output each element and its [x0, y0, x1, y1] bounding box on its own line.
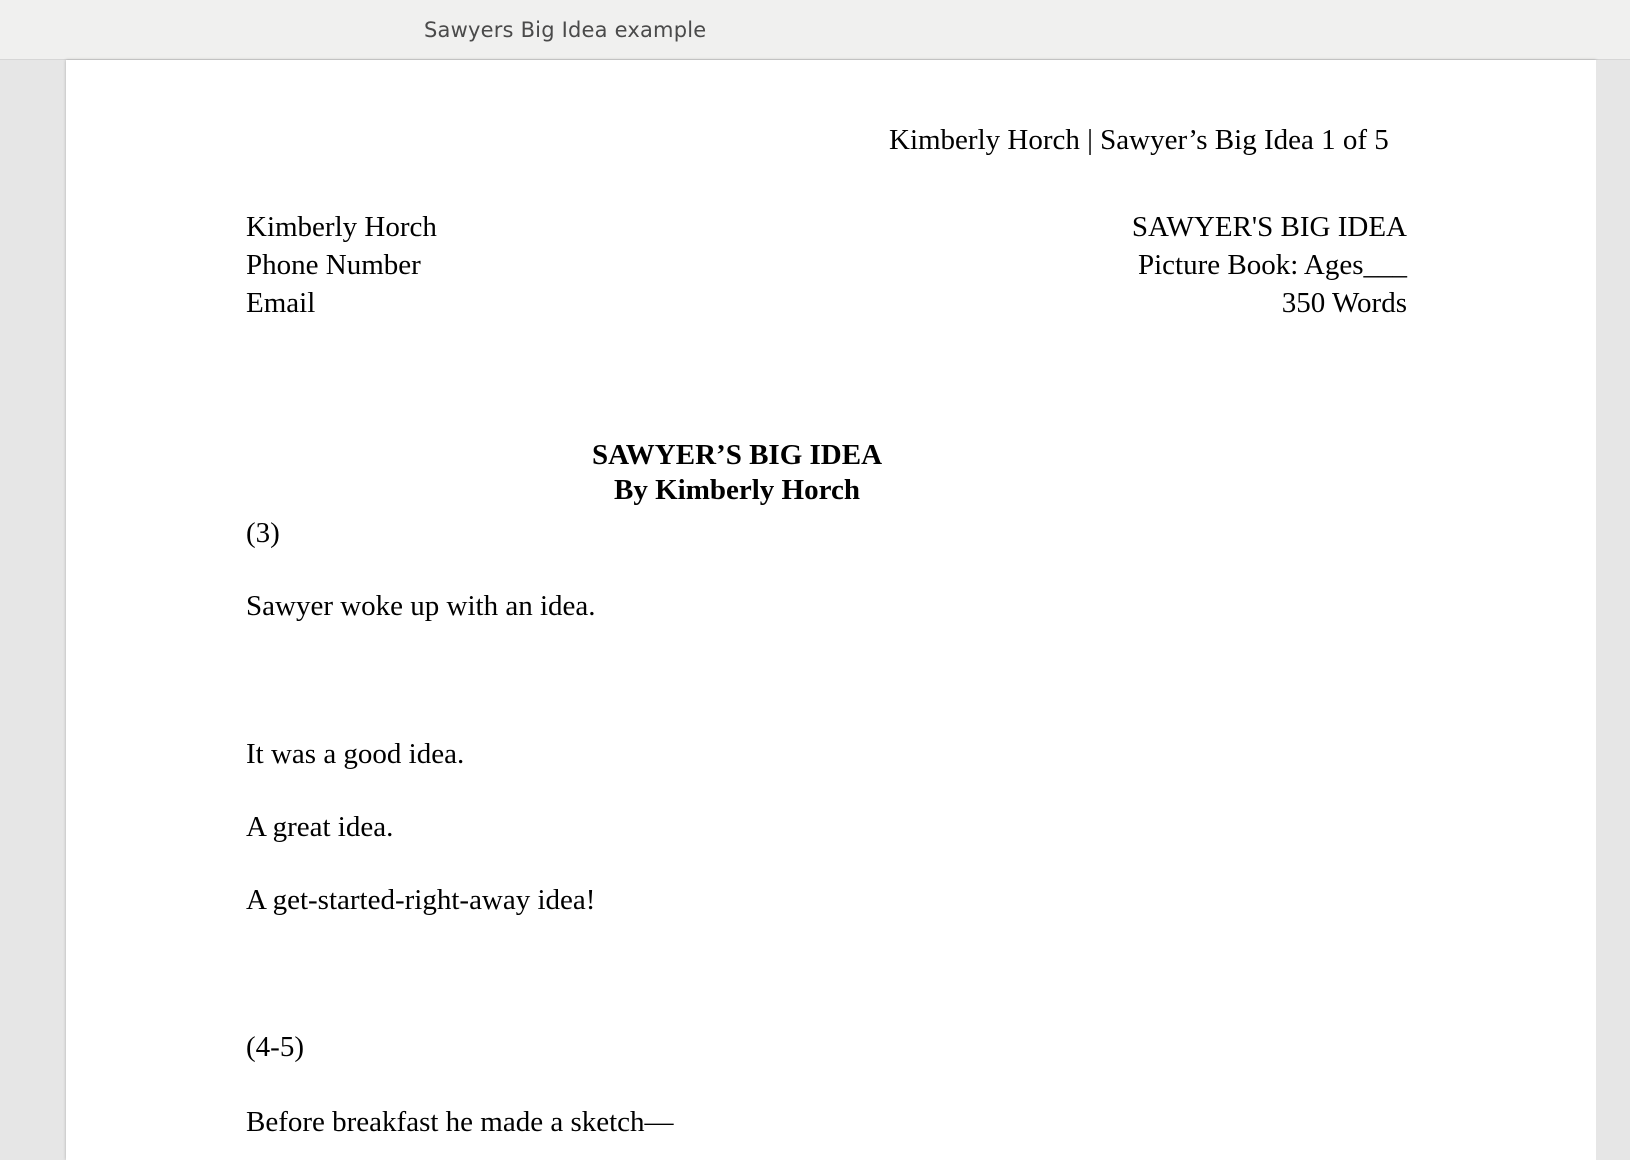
story-byline: By Kimberly Horch — [614, 474, 860, 506]
paragraph: Before breakfast he made a sketch— — [246, 1106, 674, 1138]
scrollbar-track[interactable] — [1596, 60, 1630, 1160]
author-phone: Phone Number — [246, 249, 421, 281]
page-marker: (4-5) — [246, 1031, 304, 1063]
story-title: SAWYER’S BIG IDEA — [591, 439, 883, 471]
paragraph: A great idea. — [246, 811, 394, 843]
manuscript-genre: Picture Book: Ages___ — [1137, 249, 1407, 281]
paragraph: Sawyer woke up with an idea. — [246, 590, 596, 622]
running-header: Kimberly Horch | Sawyer’s Big Idea 1 of 5 — [889, 124, 1389, 156]
paragraph: A get-started-right-away idea! — [246, 884, 596, 916]
document-page[interactable] — [66, 60, 1596, 1160]
author-name: Kimberly Horch — [246, 211, 437, 243]
window-title: Sawyers Big Idea example — [424, 18, 707, 42]
manuscript-word-count: 350 Words — [1281, 287, 1407, 319]
author-email: Email — [246, 287, 316, 319]
paragraph: It was a good idea. — [246, 738, 465, 770]
title-bar[interactable] — [0, 0, 1630, 60]
manuscript-title: SAWYER'S BIG IDEA — [1131, 211, 1407, 243]
page-marker: (3) — [246, 517, 280, 549]
